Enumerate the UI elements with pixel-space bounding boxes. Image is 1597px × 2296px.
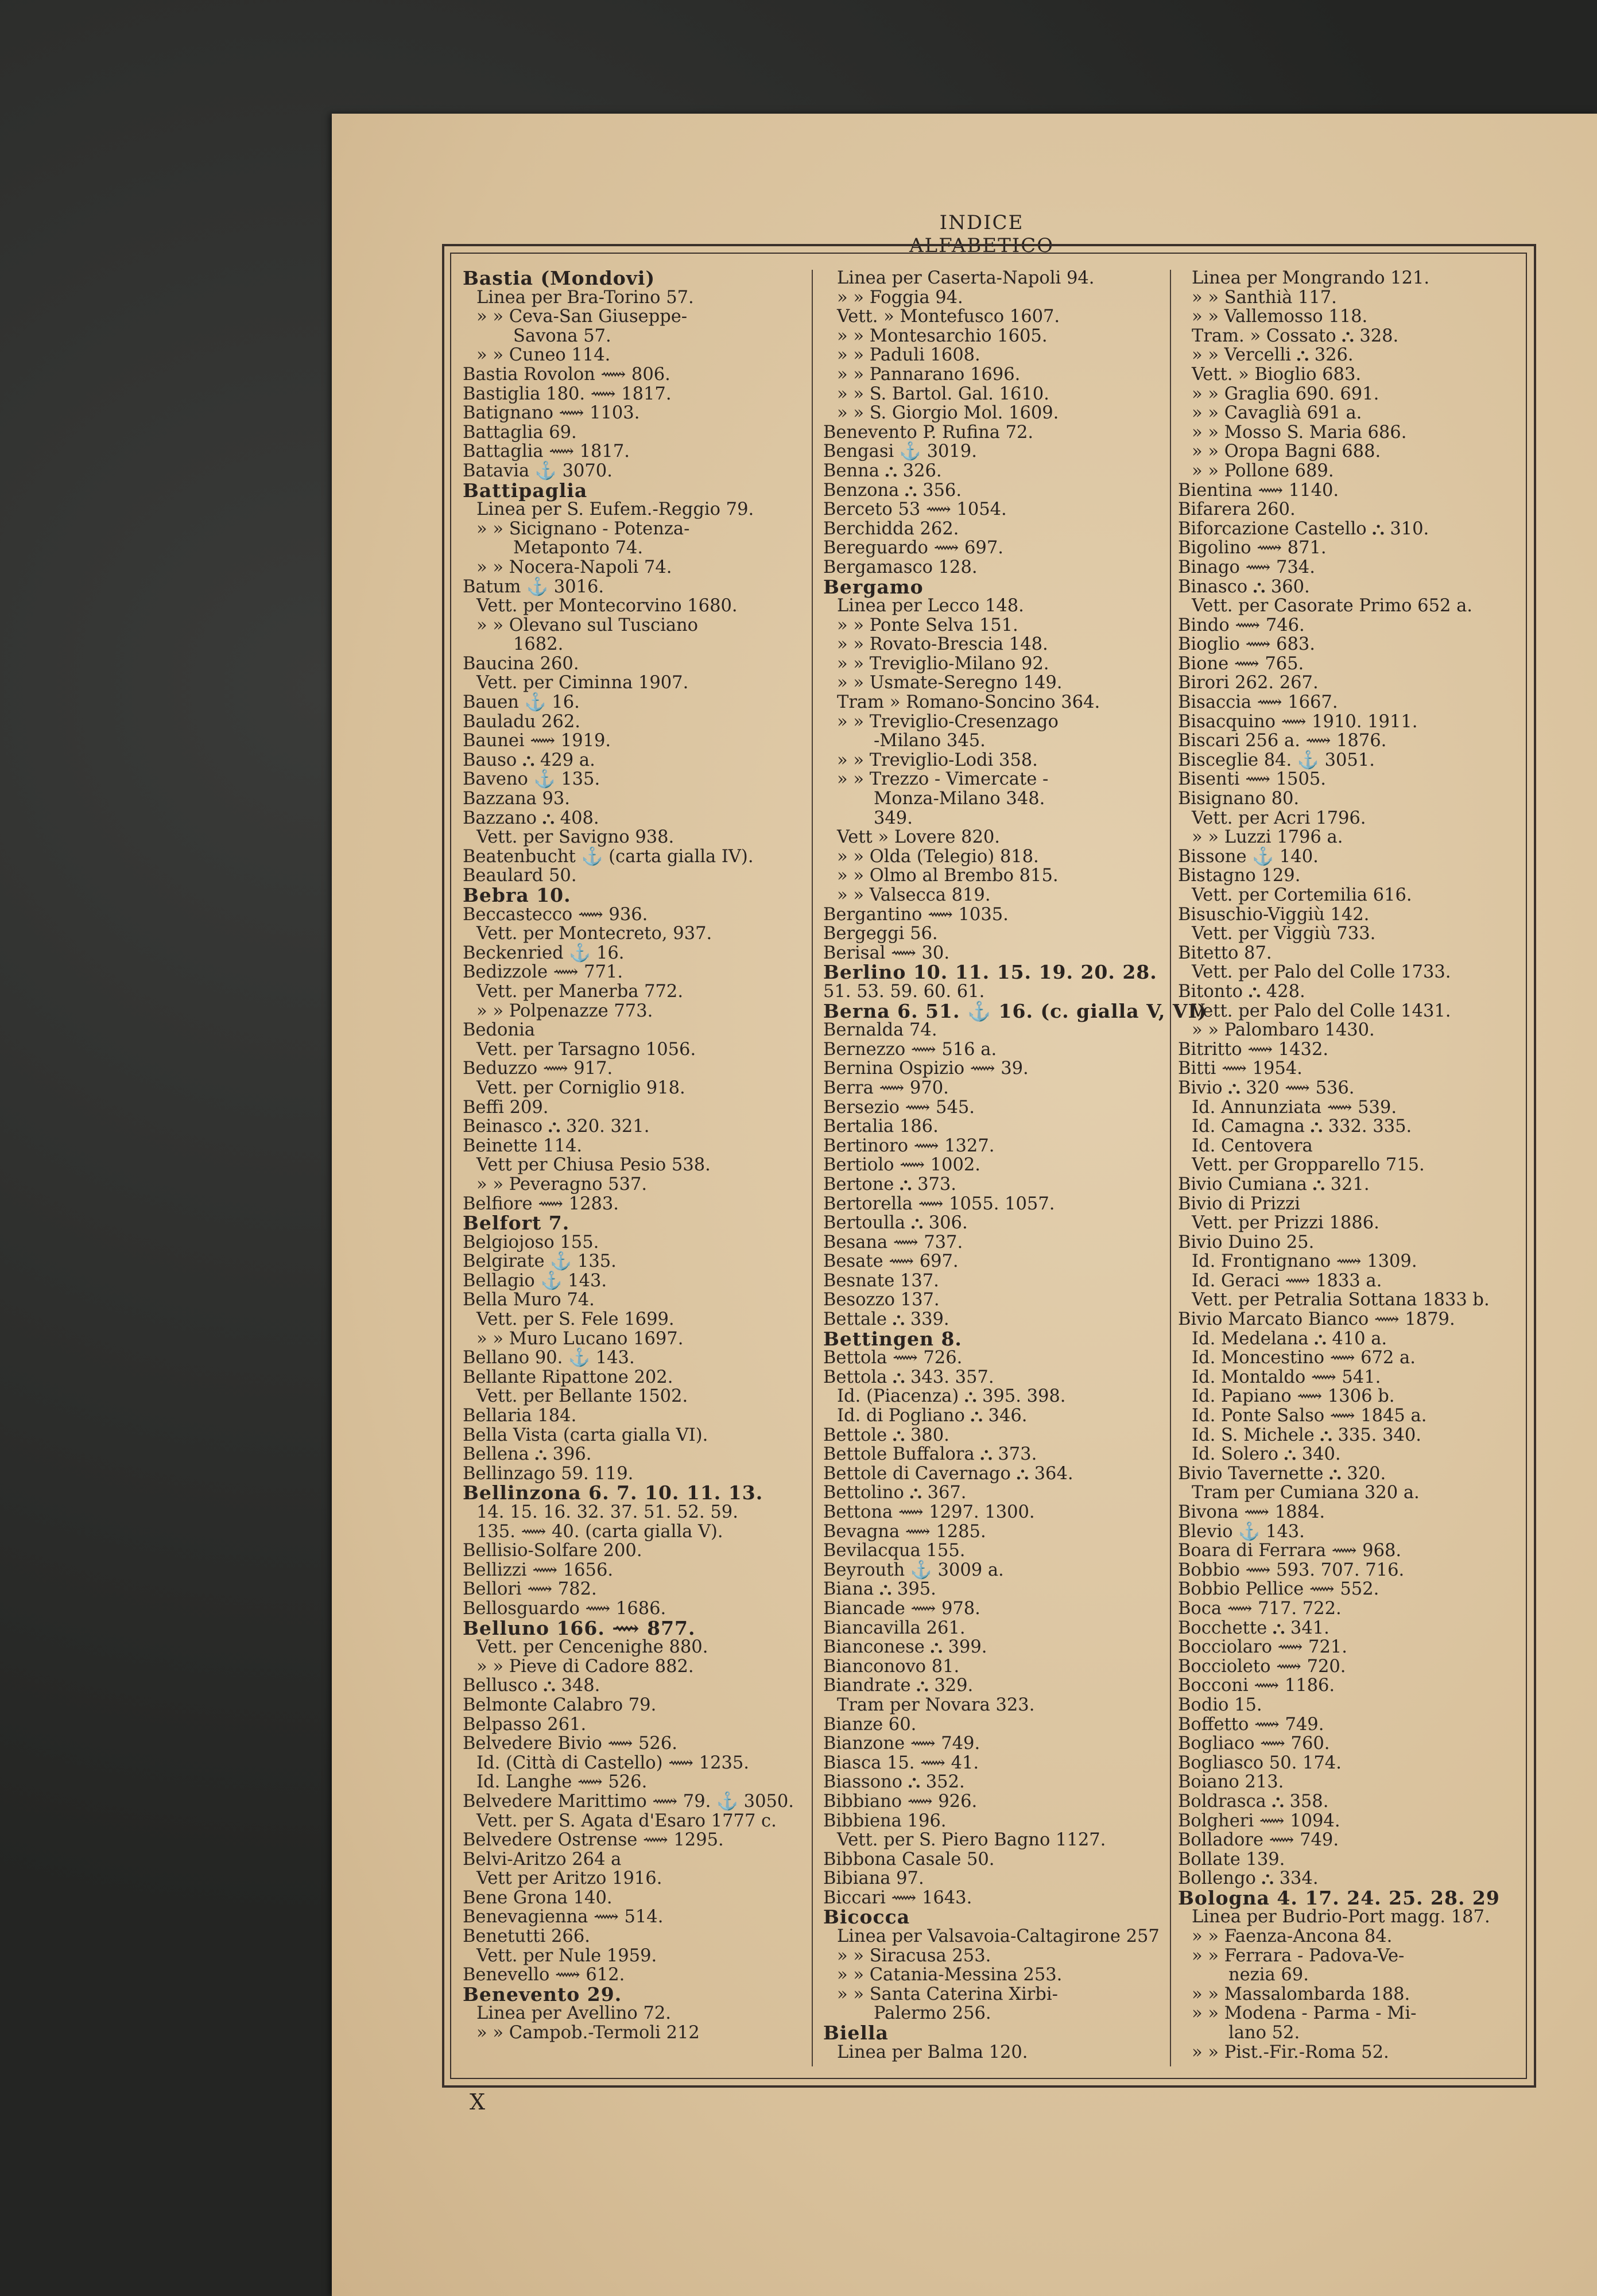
index-entry: » » Treviglio-Lodi 358.: [837, 750, 1038, 770]
index-entry: » » Cuneo 114.: [476, 345, 611, 366]
index-entry: » » Siracusa 253.: [837, 1945, 991, 1966]
index-entry: Biancade ⟿ 978.: [823, 1598, 980, 1619]
index-entry: Beatenbucht ⚓ (carta gialla IV).: [463, 846, 754, 867]
index-entry: Bisceglie 84. ⚓ 3051.: [1178, 750, 1375, 770]
index-entry: Vett. per Montecorvino 1680.: [476, 596, 738, 616]
index-entry: Besana ⟿ 737.: [823, 1232, 963, 1252]
index-entry: Beffi 209.: [463, 1097, 549, 1118]
index-entry: Bellusco ⛬ 348.: [463, 1676, 600, 1696]
index-entry: Savona 57.: [513, 325, 611, 346]
index-entry: Bertiolo ⟿ 1002.: [823, 1155, 980, 1176]
index-entry: Id. Solero ⛬ 340.: [1192, 1444, 1341, 1465]
index-entry: » » Nocera-Napoli 74.: [476, 557, 672, 577]
index-heading: Bologna 4. 17. 24. 25. 28. 29: [1178, 1886, 1500, 1909]
index-entry: Bedonia: [463, 1020, 535, 1041]
index-entry: Bevilacqua 155.: [823, 1541, 966, 1561]
index-entry: Bella Muro 74.: [463, 1290, 595, 1310]
index-entry: Vett. per Cencenighe 880.: [476, 1637, 708, 1658]
index-entry: Belmonte Calabro 79.: [463, 1694, 657, 1715]
index-entry: Boiano 213.: [1178, 1772, 1284, 1793]
index-entry: 1682.: [513, 634, 564, 655]
index-entry: Vett. per Casorate Primo 652 a.: [1192, 596, 1472, 616]
page-title: INDICE ALFABETICO: [909, 211, 1055, 257]
index-entry: Berceto 53 ⟿ 1054.: [823, 499, 1007, 520]
index-column-2: [823, 268, 1207, 2062]
index-entry: » » Sicignano - Potenza-: [476, 518, 690, 539]
index-entry: Battaglia ⟿ 1817.: [463, 441, 630, 462]
index-entry: Bione ⟿ 765.: [1178, 653, 1304, 674]
index-entry: » » Ceva-San Giuseppe-: [476, 307, 688, 327]
index-entry: Bianconovo 81.: [823, 1656, 960, 1677]
index-entry: Beinasco ⛬ 320. 321.: [463, 1116, 650, 1137]
index-entry: Biandrate ⛬ 329.: [823, 1676, 974, 1696]
index-entry: Bianconese ⛬ 399.: [823, 1637, 987, 1658]
index-entry: Bolladore ⟿ 749.: [1178, 1830, 1339, 1851]
index-entry: Beinette 114.: [463, 1135, 583, 1156]
index-entry: Bocconi ⟿ 1186.: [1178, 1676, 1335, 1696]
index-entry: Vett. per Palo del Colle 1431.: [1192, 1000, 1451, 1021]
index-entry: Benevento P. Rufina 72.: [823, 422, 1034, 443]
index-entry: » » Modena - Parma - Mi-: [1192, 2003, 1417, 2024]
index-entry: » » Vallemosso 118.: [1192, 307, 1368, 327]
index-entry: Vett. per S. Piero Bagno 1127.: [837, 1830, 1106, 1851]
index-entry: Vett. per Savigno 938.: [476, 827, 675, 848]
index-entry: Bientina ⟿ 1140.: [1178, 480, 1339, 501]
index-heading: Belluno 166. ⟿ 877.: [463, 1616, 696, 1639]
index-entry: » » Foggia 94.: [837, 287, 963, 308]
index-entry: Bivona ⟿ 1884.: [1178, 1502, 1325, 1522]
index-entry: -Milano 345.: [874, 731, 986, 751]
index-entry: Bisuschio-Viggiù 142.: [1178, 904, 1370, 925]
index-entry: Bazzana 93.: [463, 789, 570, 809]
index-entry: » » Pannarano 1696.: [837, 364, 1021, 385]
index-entry: Vett. per Nule 1959.: [476, 1945, 657, 1966]
index-entry: Berchidda 262.: [823, 518, 959, 539]
index-entry: Belfiore ⟿ 1283.: [463, 1193, 619, 1214]
index-entry: Bocciolaro ⟿ 721.: [1178, 1637, 1347, 1658]
index-entry: Berra ⟿ 970.: [823, 1077, 949, 1098]
index-entry: » » Polpenazze 773.: [476, 1000, 653, 1021]
index-entry: Bereguardo ⟿ 697.: [823, 538, 1003, 559]
index-entry: Belgiojoso 155.: [463, 1232, 599, 1252]
index-entry: » » S. Bartol. Gal. 1610.: [837, 383, 1049, 404]
index-entry: Bauen ⚓ 16.: [463, 692, 580, 713]
index-entry: Bogliasco 50. 174.: [1178, 1752, 1342, 1773]
index-entry: Id. S. Michele ⛬ 335. 340.: [1192, 1425, 1421, 1445]
index-entry: Linea per Bra-Torino 57.: [476, 287, 694, 308]
index-entry: » » Campob.-Termoli 212: [476, 2023, 700, 2043]
index-entry: Tram per Cumiana 320 a.: [1192, 1483, 1420, 1503]
index-entry: Bivio ⛬ 320 ⟿ 536.: [1178, 1077, 1355, 1098]
index-heading: Bergamo: [823, 575, 924, 598]
index-entry: 14. 15. 16. 32. 37. 51. 52. 59.: [476, 1502, 738, 1522]
index-entry: » » Massalombarda 188.: [1192, 1984, 1410, 2004]
index-entry: Bettole ⛬ 380.: [823, 1425, 949, 1445]
index-entry: Bogliaco ⟿ 760.: [1178, 1733, 1330, 1754]
index-entry: Bitti ⟿ 1954.: [1178, 1058, 1303, 1079]
index-entry: Vett. per Bellante 1502.: [476, 1386, 688, 1407]
index-entry: Boca ⟿ 717. 722.: [1178, 1598, 1342, 1619]
index-entry: Baucina 260.: [463, 653, 579, 674]
index-entry: Bivio Tavernette ⛬ 320.: [1178, 1463, 1386, 1484]
index-entry: 349.: [874, 808, 913, 828]
index-entry: Bollengo ⛬ 334.: [1178, 1868, 1319, 1889]
index-entry: Vett. per Corniglio 918.: [476, 1077, 685, 1098]
index-entry: Bibiana 97.: [823, 1868, 924, 1889]
index-entry: Id. Ponte Salso ⟿ 1845 a.: [1192, 1406, 1427, 1426]
index-entry: Bertorella ⟿ 1055. 1057.: [823, 1193, 1055, 1214]
index-heading: Battipaglia: [463, 479, 588, 502]
index-entry: Bella Vista (carta gialla VI).: [463, 1425, 708, 1445]
index-entry: Id. Montaldo ⟿ 541.: [1192, 1367, 1381, 1387]
index-entry: 135. ⟿ 40. (carta gialla V).: [476, 1521, 723, 1542]
index-entry: Besate ⟿ 697.: [823, 1251, 959, 1272]
index-entry: Bitetto 87.: [1178, 943, 1272, 963]
index-entry: Battaglia 69.: [463, 422, 577, 443]
index-entry: Vett. per Prizzi 1886.: [1192, 1213, 1379, 1234]
index-entry: Bistagno 129.: [1178, 866, 1301, 886]
index-entry: Bene Grona 140.: [463, 1887, 613, 1908]
index-entry: Vett. per Palo del Colle 1733.: [1192, 962, 1451, 983]
index-entry: Belvedere Ostrense ⟿ 1295.: [463, 1830, 724, 1851]
index-entry: Bernezzo ⟿ 516 a.: [823, 1039, 997, 1060]
index-entry: Bivio Cumiana ⛬ 321.: [1178, 1174, 1370, 1194]
index-heading: Biella: [823, 2022, 889, 2045]
index-entry: » » Vercelli ⛬ 326.: [1192, 345, 1354, 366]
index-entry: Bibbona Casale 50.: [823, 1849, 995, 1870]
index-entry: Bellisio-Solfare 200.: [463, 1541, 642, 1561]
index-entry: Bindo ⟿ 746.: [1178, 615, 1305, 635]
index-entry: » » Faenza-Ancona 84.: [1192, 1926, 1393, 1947]
index-entry: Bibbiena 196.: [823, 1810, 947, 1831]
index-entry: Boldrasca ⛬ 358.: [1178, 1791, 1329, 1812]
index-entry: Bellaria 184.: [463, 1406, 577, 1426]
index-entry: Bolgheri ⟿ 1094.: [1178, 1810, 1340, 1831]
index-entry: Bisenti ⟿ 1505.: [1178, 769, 1326, 790]
index-entry: Biassono ⛬ 352.: [823, 1772, 965, 1793]
index-entry: Bertone ⛬ 373.: [823, 1174, 957, 1194]
index-entry: Vett. per S. Fele 1699.: [476, 1309, 675, 1330]
column-divider: [1170, 270, 1171, 2066]
index-entry: Bisaccia ⟿ 1667.: [1178, 692, 1338, 713]
index-entry: » » Luzzi 1796 a.: [1192, 827, 1343, 848]
index-entry: Beccastecco ⟿ 936.: [463, 904, 648, 925]
index-entry: Batavia ⚓ 3070.: [463, 460, 613, 481]
index-entry: Vett per Chiusa Pesio 538.: [476, 1155, 711, 1176]
index-entry: Beaulard 50.: [463, 866, 577, 886]
index-entry: Binasco ⛬ 360.: [1178, 576, 1310, 597]
index-entry: Besozzo 137.: [823, 1290, 940, 1310]
index-entry: Bocchette ⛬ 341.: [1178, 1618, 1329, 1638]
index-entry: Linea per S. Eufem.-Reggio 79.: [476, 499, 754, 520]
index-entry: Bettola ⛬ 343. 357.: [823, 1367, 994, 1387]
index-entry: Vett. per Tarsagno 1056.: [476, 1039, 696, 1060]
index-entry: Bettole Buffalora ⛬ 373.: [823, 1444, 1037, 1465]
index-entry: » » Mosso S. Maria 686.: [1192, 422, 1407, 443]
index-entry: Biscari 256 a. ⟿ 1876.: [1178, 731, 1387, 751]
index-entry: Bollate 139.: [1178, 1849, 1285, 1870]
index-entry: Bastiglia 180. ⟿ 1817.: [463, 383, 672, 404]
index-entry: » » Graglia 690. 691.: [1192, 383, 1379, 404]
index-entry: Belvedere Bivio ⟿ 526.: [463, 1733, 677, 1754]
index-entry: Linea per Mongrando 121.: [1192, 268, 1430, 288]
page-number: X: [470, 2089, 486, 2115]
index-entry: Vett » Lovere 820.: [837, 827, 1000, 848]
index-entry: Bertinoro ⟿ 1327.: [823, 1135, 995, 1156]
index-entry: Tram » Romano-Soncino 364.: [837, 692, 1100, 713]
index-entry: » » Ponte Selva 151.: [837, 615, 1018, 635]
index-heading: Benevento 29.: [463, 1983, 622, 2006]
index-entry: Batignano ⟿ 1103.: [463, 403, 640, 424]
index-entry: Linea per Avellino 72.: [476, 2003, 671, 2024]
index-entry: Bevagna ⟿ 1285.: [823, 1521, 986, 1542]
index-entry: Id. di Pogliano ⛬ 346.: [837, 1406, 1028, 1426]
index-entry: Linea per Valsavoia-Caltagirone 257: [837, 1926, 1160, 1947]
index-entry: Bedizzole ⟿ 771.: [463, 962, 623, 983]
index-entry: Vett per Aritzo 1916.: [476, 1868, 662, 1889]
index-entry: » » Montesarchio 1605.: [837, 325, 1048, 346]
index-entry: Beckenried ⚓ 16.: [463, 943, 625, 963]
index-entry: » » Valsecca 819.: [837, 885, 991, 905]
index-entry: Bergeggi 56.: [823, 924, 938, 944]
index-heading: Bettingen 8.: [823, 1327, 962, 1350]
index-entry: » » Pieve di Cadore 882.: [476, 1656, 694, 1677]
index-entry: Bergamasco 128.: [823, 557, 978, 577]
index-entry: nezia 69.: [1228, 1965, 1309, 1985]
index-entry: Bitritto ⟿ 1432.: [1178, 1039, 1329, 1060]
index-entry: Id. Langhe ⟿ 526.: [476, 1772, 648, 1793]
index-entry: Bigolino ⟿ 871.: [1178, 538, 1327, 559]
index-entry: Berisal ⟿ 30.: [823, 943, 950, 963]
index-heading: Bastia (Mondovi): [463, 267, 656, 289]
index-entry: Bivio Marcato Bianco ⟿ 1879.: [1178, 1309, 1455, 1330]
index-entry: Bisacquino ⟿ 1910. 1911.: [1178, 711, 1418, 732]
index-entry: Id. Geraci ⟿ 1833 a.: [1192, 1270, 1382, 1291]
index-entry: » » Palombaro 1430.: [1192, 1020, 1375, 1041]
index-entry: Bellano 90. ⚓ 143.: [463, 1348, 635, 1368]
index-column-1: [463, 269, 807, 2043]
index-entry: » » Olevano sul Tusciano: [476, 615, 699, 635]
index-entry: Id. (Piacenza) ⛬ 395. 398.: [837, 1386, 1066, 1407]
index-entry: » » Peveragno 537.: [476, 1174, 648, 1194]
index-entry: Bettale ⛬ 339.: [823, 1309, 949, 1330]
index-entry: 51. 53. 59. 60. 61.: [823, 981, 985, 1002]
index-entry: Batum ⚓ 3016.: [463, 576, 604, 597]
index-entry: Id. Annunziata ⟿ 539.: [1192, 1097, 1397, 1118]
index-entry: Vett. per S. Agata d'Esaro 1777 c.: [476, 1810, 777, 1831]
index-entry: Benzona ⛬ 356.: [823, 480, 962, 501]
index-entry: Biforcazione Castello ⛬ 310.: [1178, 518, 1429, 539]
index-entry: Blevio ⚓ 143.: [1178, 1521, 1305, 1542]
index-entry: Vett. per Acri 1796.: [1192, 808, 1366, 828]
index-entry: Bertalia 186.: [823, 1116, 939, 1137]
index-entry: Id. Moncestino ⟿ 672 a.: [1192, 1348, 1416, 1368]
index-entry: Bianze 60.: [823, 1714, 917, 1735]
index-entry: Bodio 15.: [1178, 1694, 1262, 1715]
index-entry: Bellagio ⚓ 143.: [463, 1270, 607, 1291]
index-entry: Bitonto ⛬ 428.: [1178, 981, 1305, 1002]
index-heading: Bicocca: [823, 1906, 910, 1929]
index-entry: » » Oropa Bagni 688.: [1192, 441, 1381, 462]
index-entry: Bellosguardo ⟿ 1686.: [463, 1598, 666, 1619]
index-entry: Bazzano ⛬ 408.: [463, 808, 599, 828]
index-entry: Benna ⛬ 326.: [823, 460, 942, 481]
index-heading: Bebra 10.: [463, 884, 571, 906]
index-entry: » » Paduli 1608.: [837, 345, 980, 366]
index-entry: Vett. » Montefusco 1607.: [837, 307, 1060, 327]
index-entry: Belvedere Marittimo ⟿ 79. ⚓ 3050.: [463, 1791, 794, 1812]
index-entry: Bettola ⟿ 726.: [823, 1348, 963, 1368]
index-entry: » » Rovato-Brescia 148.: [837, 634, 1048, 655]
index-entry: Vett. per Montecreto, 937.: [476, 924, 712, 944]
index-entry: Id. Camagna ⛬ 332. 335.: [1192, 1116, 1412, 1137]
index-entry: Bertoulla ⛬ 306.: [823, 1213, 968, 1234]
index-entry: lano 52.: [1228, 2023, 1300, 2043]
index-entry: Bernalda 74.: [823, 1020, 937, 1041]
index-entry: » » Ferrara - Padova-Ve-: [1192, 1945, 1405, 1966]
index-entry: Benevello ⟿ 612.: [463, 1965, 625, 1985]
index-entry: Bobbio Pellice ⟿ 552.: [1178, 1579, 1379, 1600]
index-entry: Palermo 256.: [874, 2003, 991, 2024]
index-entry: Tram. » Cossato ⛬ 328.: [1192, 325, 1399, 346]
index-entry: » » Treviglio-Milano 92.: [837, 653, 1049, 674]
index-entry: » » Catania-Messina 253.: [837, 1965, 1063, 1985]
index-entry: Id. Centovera: [1192, 1135, 1313, 1156]
index-heading: Berlino 10. 11. 15. 19. 20. 28.: [823, 961, 1157, 984]
index-entry: Bobbio ⟿ 593. 707. 716.: [1178, 1560, 1405, 1580]
index-entry: Bianzone ⟿ 749.: [823, 1733, 980, 1754]
index-entry: Bissone ⚓ 140.: [1178, 846, 1319, 867]
index-entry: Bettolino ⛬ 367.: [823, 1483, 967, 1503]
index-entry: Vett. per Petralia Sottana 1833 b.: [1192, 1290, 1490, 1310]
index-entry: Beyrouth ⚓ 3009 a.: [823, 1560, 1004, 1580]
index-entry: Bellizzi ⟿ 1656.: [463, 1560, 614, 1580]
index-entry: Bisignano 80.: [1178, 789, 1300, 809]
index-entry: Bivio di Prizzi: [1178, 1193, 1300, 1214]
index-entry: Benetutti 266.: [463, 1926, 590, 1947]
index-entry: Belgirate ⚓ 135.: [463, 1251, 617, 1272]
index-entry: » » Pollone 689.: [1192, 460, 1334, 481]
index-entry: Bellinzago 59. 119.: [463, 1463, 634, 1484]
index-entry: Bauladu 262.: [463, 711, 580, 732]
index-entry: Biccari ⟿ 1643.: [823, 1887, 972, 1908]
index-heading: Berna 6. 51. ⚓ 16. (c. gialla V, VI): [823, 999, 1207, 1022]
index-heading: Belfort 7.: [463, 1212, 570, 1235]
index-entry: Metaponto 74.: [513, 538, 644, 559]
column-divider: [812, 270, 813, 2066]
index-entry: Boffetto ⟿ 749.: [1178, 1714, 1324, 1735]
index-entry: » » Olda (Telegio) 818.: [837, 846, 1039, 867]
index-entry: Tram per Novara 323.: [837, 1694, 1035, 1715]
index-entry: Id. Medelana ⛬ 410 a.: [1192, 1328, 1387, 1349]
index-entry: Bastia Rovolon ⟿ 806.: [463, 364, 670, 385]
index-entry: Bellori ⟿ 782.: [463, 1579, 597, 1600]
index-entry: Biasca 15. ⟿ 41.: [823, 1752, 979, 1773]
index-entry: Bersezio ⟿ 545.: [823, 1097, 975, 1118]
index-entry: » » Olmo al Brembo 815.: [837, 866, 1059, 886]
index-entry: Biancavilla 261.: [823, 1618, 966, 1638]
index-entry: » » S. Giorgio Mol. 1609.: [837, 403, 1059, 424]
index-entry: » » Santhià 117.: [1192, 287, 1337, 308]
index-heading: Bellinzona 6. 7. 10. 11. 13.: [463, 1481, 763, 1504]
index-entry: Vett. » Bioglio 683.: [1192, 364, 1362, 385]
index-entry: » » Treviglio-Cresenzago: [837, 711, 1059, 732]
index-entry: Bioglio ⟿ 683.: [1178, 634, 1315, 655]
index-entry: Bifarera 260.: [1178, 499, 1296, 520]
index-entry: Vett. per Ciminna 1907.: [476, 673, 689, 693]
index-entry: Bernina Ospizio ⟿ 39.: [823, 1058, 1029, 1079]
index-entry: Bettole di Cavernago ⛬ 364.: [823, 1463, 1073, 1484]
index-entry: Bibbiano ⟿ 926.: [823, 1791, 978, 1812]
index-entry: » » Usmate-Seregno 149.: [837, 673, 1063, 693]
index-entry: Vett. per Viggiù 733.: [1192, 924, 1376, 944]
index-entry: Beduzzo ⟿ 917.: [463, 1058, 613, 1079]
index-entry: » » Pist.-Fir.-Roma 52.: [1192, 2042, 1389, 2062]
index-entry: » » Santa Caterina Xirbi-: [837, 1984, 1058, 2004]
index-entry: Vett. per Manerba 772.: [476, 981, 684, 1002]
index-entry: Linea per Budrio-Port magg. 187.: [1192, 1907, 1490, 1927]
index-entry: Bettona ⟿ 1297. 1300.: [823, 1502, 1035, 1522]
index-entry: Belvi-Aritzo 264 a: [463, 1849, 622, 1870]
index-entry: Benevagienna ⟿ 514.: [463, 1907, 664, 1927]
index-entry: Baunei ⟿ 1919.: [463, 731, 611, 751]
index-entry: Baveno ⚓ 135.: [463, 769, 600, 790]
index-entry: Linea per Caserta-Napoli 94.: [837, 268, 1095, 288]
index-entry: Besnate 137.: [823, 1270, 939, 1291]
index-entry: » » Trezzo - Vimercate -: [837, 769, 1049, 790]
index-entry: Linea per Lecco 148.: [837, 596, 1024, 616]
index-entry: Bellante Ripattone 202.: [463, 1367, 673, 1387]
index-entry: Boccioleto ⟿ 720.: [1178, 1656, 1346, 1677]
index-column-3: [1178, 269, 1522, 2062]
index-entry: » » Cavaglià 691 a.: [1192, 403, 1362, 424]
index-entry: Bauso ⛬ 429 a.: [463, 750, 595, 770]
index-entry: Bengasi ⚓ 3019.: [823, 441, 977, 462]
index-entry: Id. Frontignano ⟿ 1309.: [1192, 1251, 1417, 1272]
index-entry: Binago ⟿ 734.: [1178, 557, 1315, 577]
index-entry: Linea per Balma 120.: [837, 2042, 1028, 2062]
index-entry: Vett. per Cortemilia 616.: [1192, 885, 1412, 905]
index-entry: Bivio Duino 25.: [1178, 1232, 1315, 1252]
index-entry: Id. (Città di Castello) ⟿ 1235.: [476, 1752, 749, 1773]
index-entry: Boara di Ferrara ⟿ 968.: [1178, 1541, 1402, 1561]
index-entry: Monza-Milano 348.: [874, 789, 1045, 809]
index-entry: Vett. per Gropparello 715.: [1192, 1155, 1425, 1176]
index-entry: Belpasso 261.: [463, 1714, 587, 1735]
index-entry: Id. Papiano ⟿ 1306 b.: [1192, 1386, 1395, 1407]
index-entry: Biana ⛬ 395.: [823, 1579, 936, 1600]
index-entry: Bellena ⛬ 396.: [463, 1444, 592, 1465]
index-entry: Bergantino ⟿ 1035.: [823, 904, 1009, 925]
index-entry: » » Muro Lucano 1697.: [476, 1328, 684, 1349]
index-entry: Birori 262. 267.: [1178, 673, 1319, 693]
